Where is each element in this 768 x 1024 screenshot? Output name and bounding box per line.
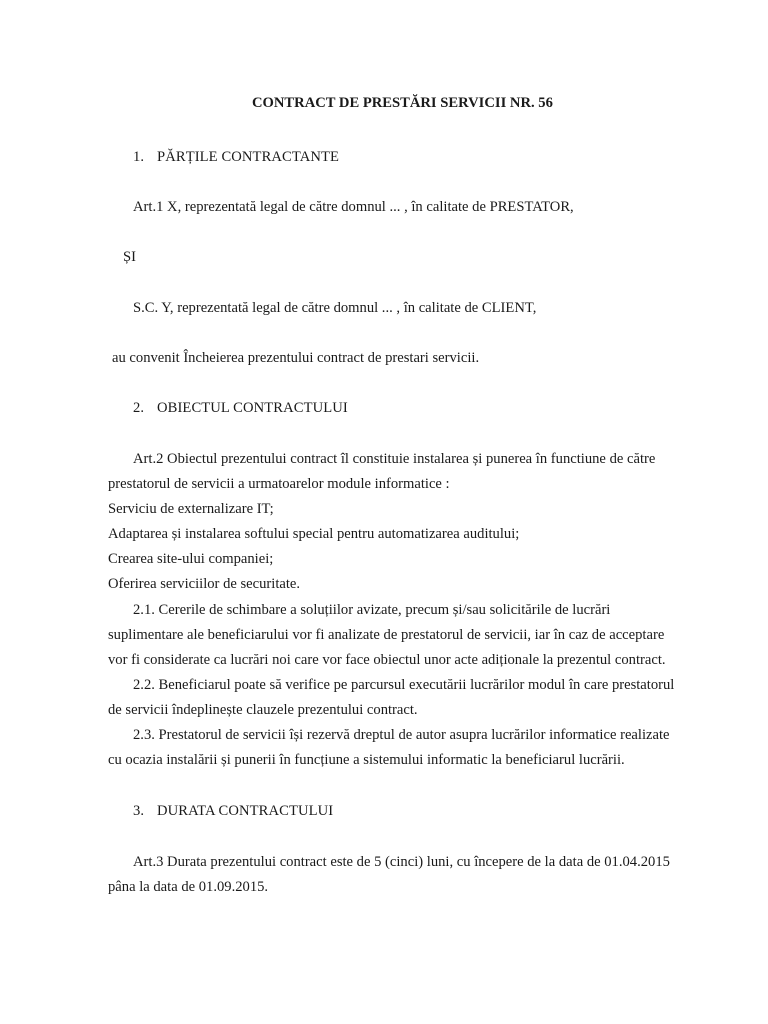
clause-2-1-line-3: vor fi considerate ca lucrări noi care vor face obiectul unor acte adiționale la prezentul contract. — [108, 652, 666, 668]
party2-text: S.C. Y, reprezentată legal de către domnul ... , în calitate de CLIENT, — [133, 300, 537, 316]
agreement-text: au convenit Încheierea prezentului contract de prestari servicii. — [112, 350, 480, 366]
list-item: Adaptarea și instalarea softului special pentru automatizarea auditului; — [108, 526, 520, 542]
section-1-number: 1. — [133, 149, 145, 165]
clause-2-1-line-1: 2.1. Cererile de schimbare a soluțiilor avizate, precum și/sau solicitările de lucrări — [133, 602, 611, 618]
section-3-heading — [133, 802, 333, 820]
clause-2-3-line-2: cu ocazia instalării și punerii în funcțiune a sistemului informatic la beneficiarul lucrării. — [108, 752, 625, 768]
art2-line-1: Art.2 Obiectul prezentului contract îl constituie instalarea și punerea în functiune de către — [133, 451, 656, 467]
clause-2-3-line-1: 2.3. Prestatorul de servicii își rezervă dreptul de autor asupra lucrărilor informatice realizate — [133, 727, 670, 743]
art3-line-2: pâna la data de 01.09.2015. — [108, 879, 269, 895]
section-1-heading — [133, 148, 339, 166]
section-3-number: 3. — [133, 803, 145, 819]
document-title: CONTRACT DE PRESTĂRI SERVICII NR. 56 — [252, 95, 553, 111]
list-item: Crearea site-ului companiei; — [108, 551, 274, 567]
section-2-heading — [133, 399, 348, 417]
art3-line-1: Art.3 Durata prezentului contract este de 5 (cinci) luni, cu începere de la data de 01.04.2015 — [133, 854, 670, 870]
art2-line-2: prestatorul de servicii a urmatoarelor module informatice : — [108, 476, 450, 492]
and-conjunction: ȘI — [123, 249, 136, 265]
art1-text: Art.1 X, reprezentată legal de către domnul ... , în calitate de PRESTATOR, — [133, 199, 574, 215]
section-1-title: PĂRȚILE CONTRACTANTE — [157, 149, 340, 165]
clause-2-1-line-2: suplimentare ale beneficiarului vor fi analizate de prestatorul de servicii, iar în caz de acceptare — [108, 627, 665, 643]
clause-2-2-line-2: de servicii îndeplinește clauzele prezentului contract. — [108, 702, 418, 718]
clause-2-2-line-1: 2.2. Beneficiarul poate să verifice pe parcursul executării lucrărilor modul în care prestatorul — [133, 677, 675, 693]
section-2-title: OBIECTUL CONTRACTULUI — [157, 400, 348, 416]
section-3-title: DURATA CONTRACTULUI — [157, 803, 334, 819]
list-item: Serviciu de externalizare IT; — [108, 501, 274, 517]
section-2-number: 2. — [133, 400, 145, 416]
list-item: Oferirea serviciilor de securitate. — [108, 576, 301, 592]
